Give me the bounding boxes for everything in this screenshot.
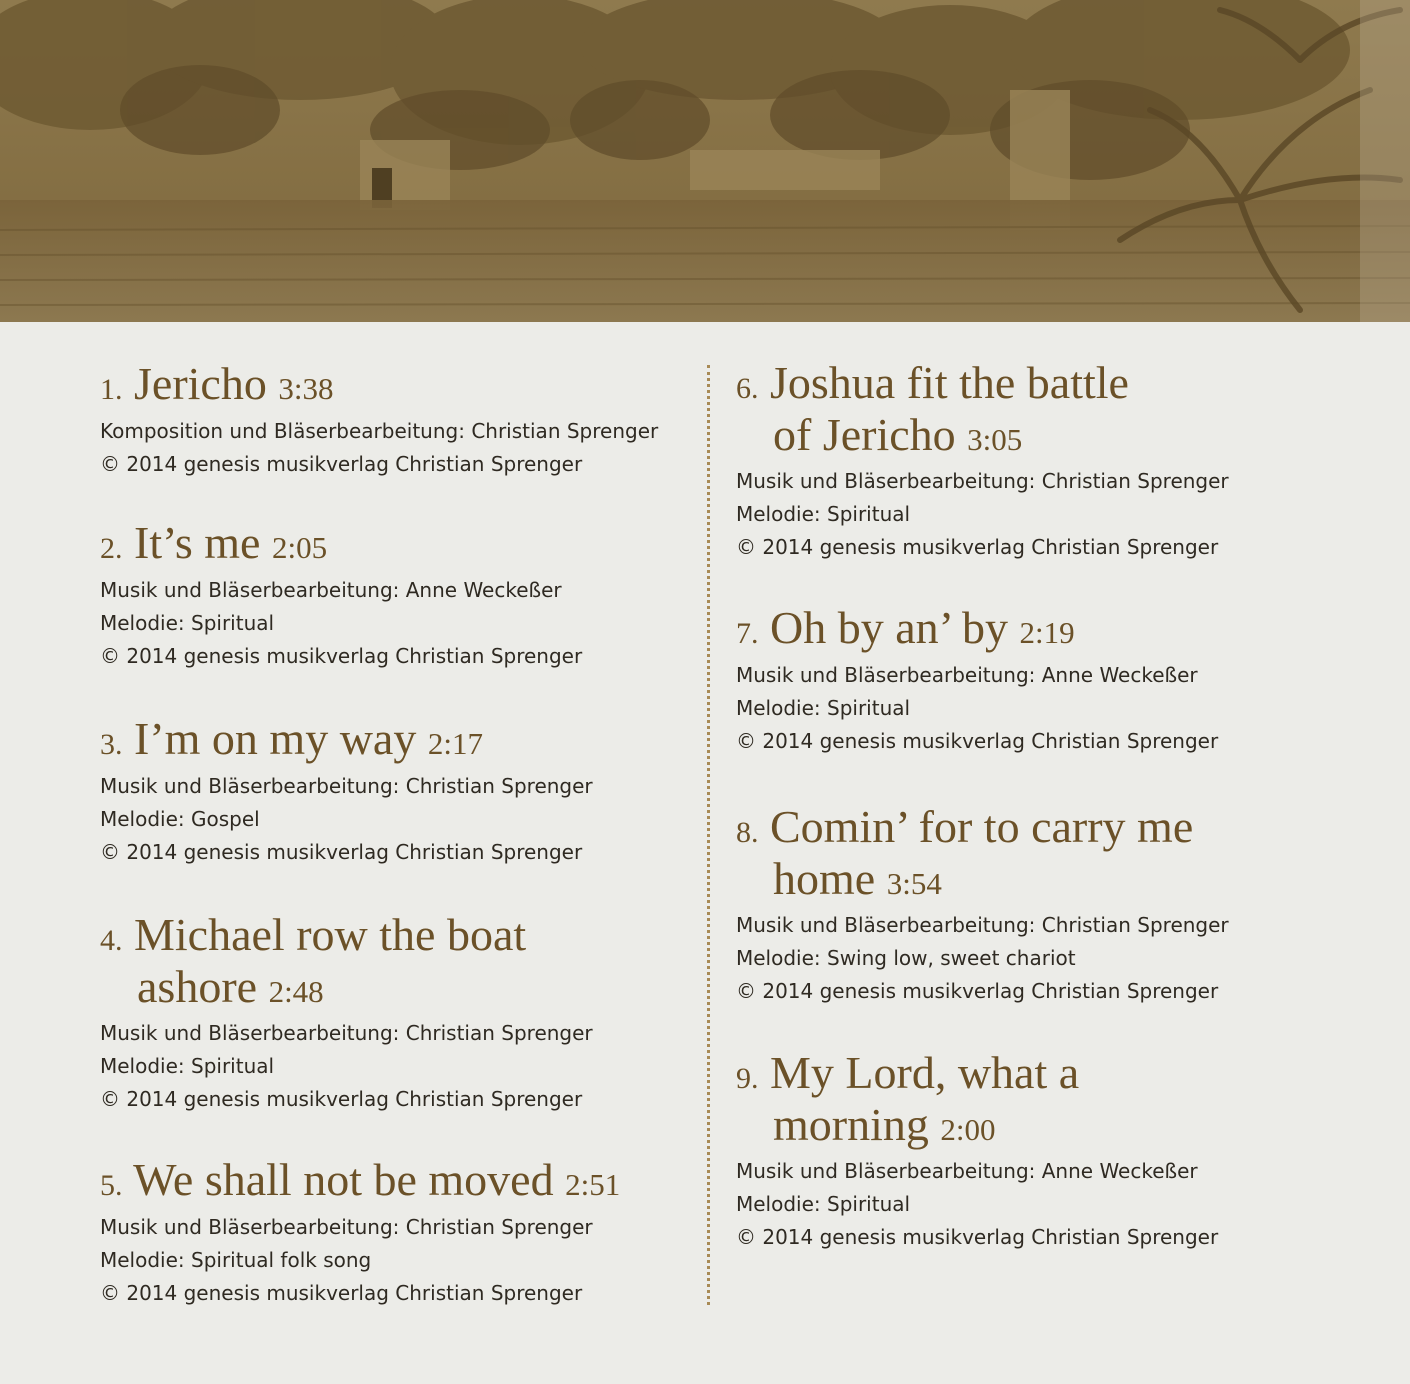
track-number: 3.: [100, 728, 123, 761]
track-name: It’s me: [134, 517, 261, 568]
track-number: 5.: [100, 1169, 123, 1202]
track-3: [100, 713, 700, 869]
track-name: We shall not be moved: [133, 1154, 554, 1205]
track-melody: Melodie: Spiritual: [736, 696, 911, 720]
track-number: 2.: [100, 532, 123, 565]
track-melody: Melodie: Spiritual: [100, 611, 275, 635]
track-title: [736, 357, 1336, 412]
track-name-cont: of Jericho: [773, 409, 956, 460]
track-number: 4.: [100, 924, 123, 957]
track-title: [100, 1154, 700, 1209]
track-melody: Melodie: Swing low, sweet chariot: [736, 946, 1076, 970]
track-copyright: © 2014 genesis musikverlag Christian Sprenger: [100, 452, 583, 476]
track-name: My Lord, what a: [770, 1047, 1080, 1098]
track-melody: Melodie: Spiritual folk song: [100, 1248, 372, 1272]
track-number: 1.: [100, 373, 123, 406]
track-credit: Musik und Bläserbearbeitung: Christian Sprenger: [736, 913, 1229, 937]
track-copyright: © 2014 genesis musikverlag Christian Sprenger: [736, 1225, 1219, 1249]
track-name: Michael row the boat: [134, 909, 527, 960]
track-credit: Komposition und Bläserbearbeitung: Christian Sprenger: [100, 419, 659, 443]
track-title: [736, 801, 1336, 856]
track-duration: 3:05: [967, 422, 1023, 457]
track-2: [100, 517, 700, 673]
track-title: [100, 713, 700, 768]
track-duration: 2:51: [565, 1167, 621, 1202]
track-6: [736, 357, 1336, 564]
track-name: Joshua fit the battle: [770, 357, 1129, 408]
track-title-continued: [736, 409, 1336, 463]
track-1: [100, 358, 700, 481]
track-melody: Melodie: Spiritual: [100, 1054, 275, 1078]
track-copyright: © 2014 genesis musikverlag Christian Sprenger: [736, 979, 1219, 1003]
track-title-continued: [736, 1099, 1336, 1153]
track-name-cont: ashore: [137, 961, 258, 1012]
track-credit: Musik und Bläserbearbeitung: Anne Weckeßer: [100, 578, 562, 602]
track-title: [100, 517, 700, 572]
track-title: [736, 1047, 1336, 1102]
track-name: Jericho: [134, 358, 267, 409]
track-duration: 2:48: [268, 974, 324, 1009]
track-duration: 3:38: [278, 371, 334, 406]
track-name: I’m on my way: [134, 713, 417, 764]
track-duration: 2:05: [271, 530, 328, 565]
track-title-continued: [100, 961, 700, 1015]
track-melody: Melodie: Spiritual: [736, 1192, 911, 1216]
track-duration: 2:00: [940, 1112, 996, 1147]
track-7: [736, 602, 1336, 758]
track-title-continued: [736, 853, 1336, 907]
track-9: [736, 1047, 1336, 1254]
track-4: [100, 909, 700, 1116]
track-credit: Musik und Bläserbearbeitung: Christian Sprenger: [100, 774, 593, 798]
column-divider: [707, 365, 710, 1305]
track-credit: Musik und Bläserbearbeitung: Christian Sprenger: [100, 1021, 593, 1045]
track-melody: Melodie: Gospel: [100, 807, 260, 831]
track-number: 7.: [736, 617, 759, 650]
track-copyright: © 2014 genesis musikverlag Christian Sprenger: [100, 1087, 583, 1111]
track-duration: 2:19: [1019, 615, 1075, 650]
track-melody: Melodie: Spiritual: [736, 502, 911, 526]
track-title: [100, 358, 700, 413]
track-duration: 3:54: [886, 866, 942, 901]
track-title: [736, 602, 1336, 657]
track-title: [100, 909, 700, 964]
track-number: 6.: [736, 372, 759, 405]
track-credit: Musik und Bläserbearbeitung: Anne Weckeßer: [736, 663, 1198, 687]
header-photo: [0, 0, 1410, 322]
track-copyright: © 2014 genesis musikverlag Christian Sprenger: [736, 535, 1219, 559]
track-number: 9.: [736, 1062, 759, 1095]
track-duration: 2:17: [427, 726, 483, 761]
track-name-cont: morning: [773, 1099, 929, 1150]
track-name-cont: home: [773, 853, 876, 904]
track-5: [100, 1154, 700, 1310]
track-copyright: © 2014 genesis musikverlag Christian Sprenger: [100, 840, 583, 864]
track-name: Oh by an’ by: [770, 602, 1009, 653]
track-credit: Musik und Bläserbearbeitung: Christian Sprenger: [100, 1215, 593, 1239]
track-copyright: © 2014 genesis musikverlag Christian Sprenger: [736, 729, 1219, 753]
track-8: [736, 801, 1336, 1008]
track-copyright: © 2014 genesis musikverlag Christian Sprenger: [100, 644, 583, 668]
track-credit: Musik und Bläserbearbeitung: Christian Sprenger: [736, 469, 1229, 493]
track-number: 8.: [736, 816, 759, 849]
track-credit: Musik und Bläserbearbeitung: Anne Weckeßer: [736, 1159, 1198, 1183]
track-name: Comin’ for to carry me: [770, 801, 1194, 852]
sepia-landscape-photo: [0, 0, 1410, 322]
track-copyright: © 2014 genesis musikverlag Christian Sprenger: [100, 1281, 583, 1305]
